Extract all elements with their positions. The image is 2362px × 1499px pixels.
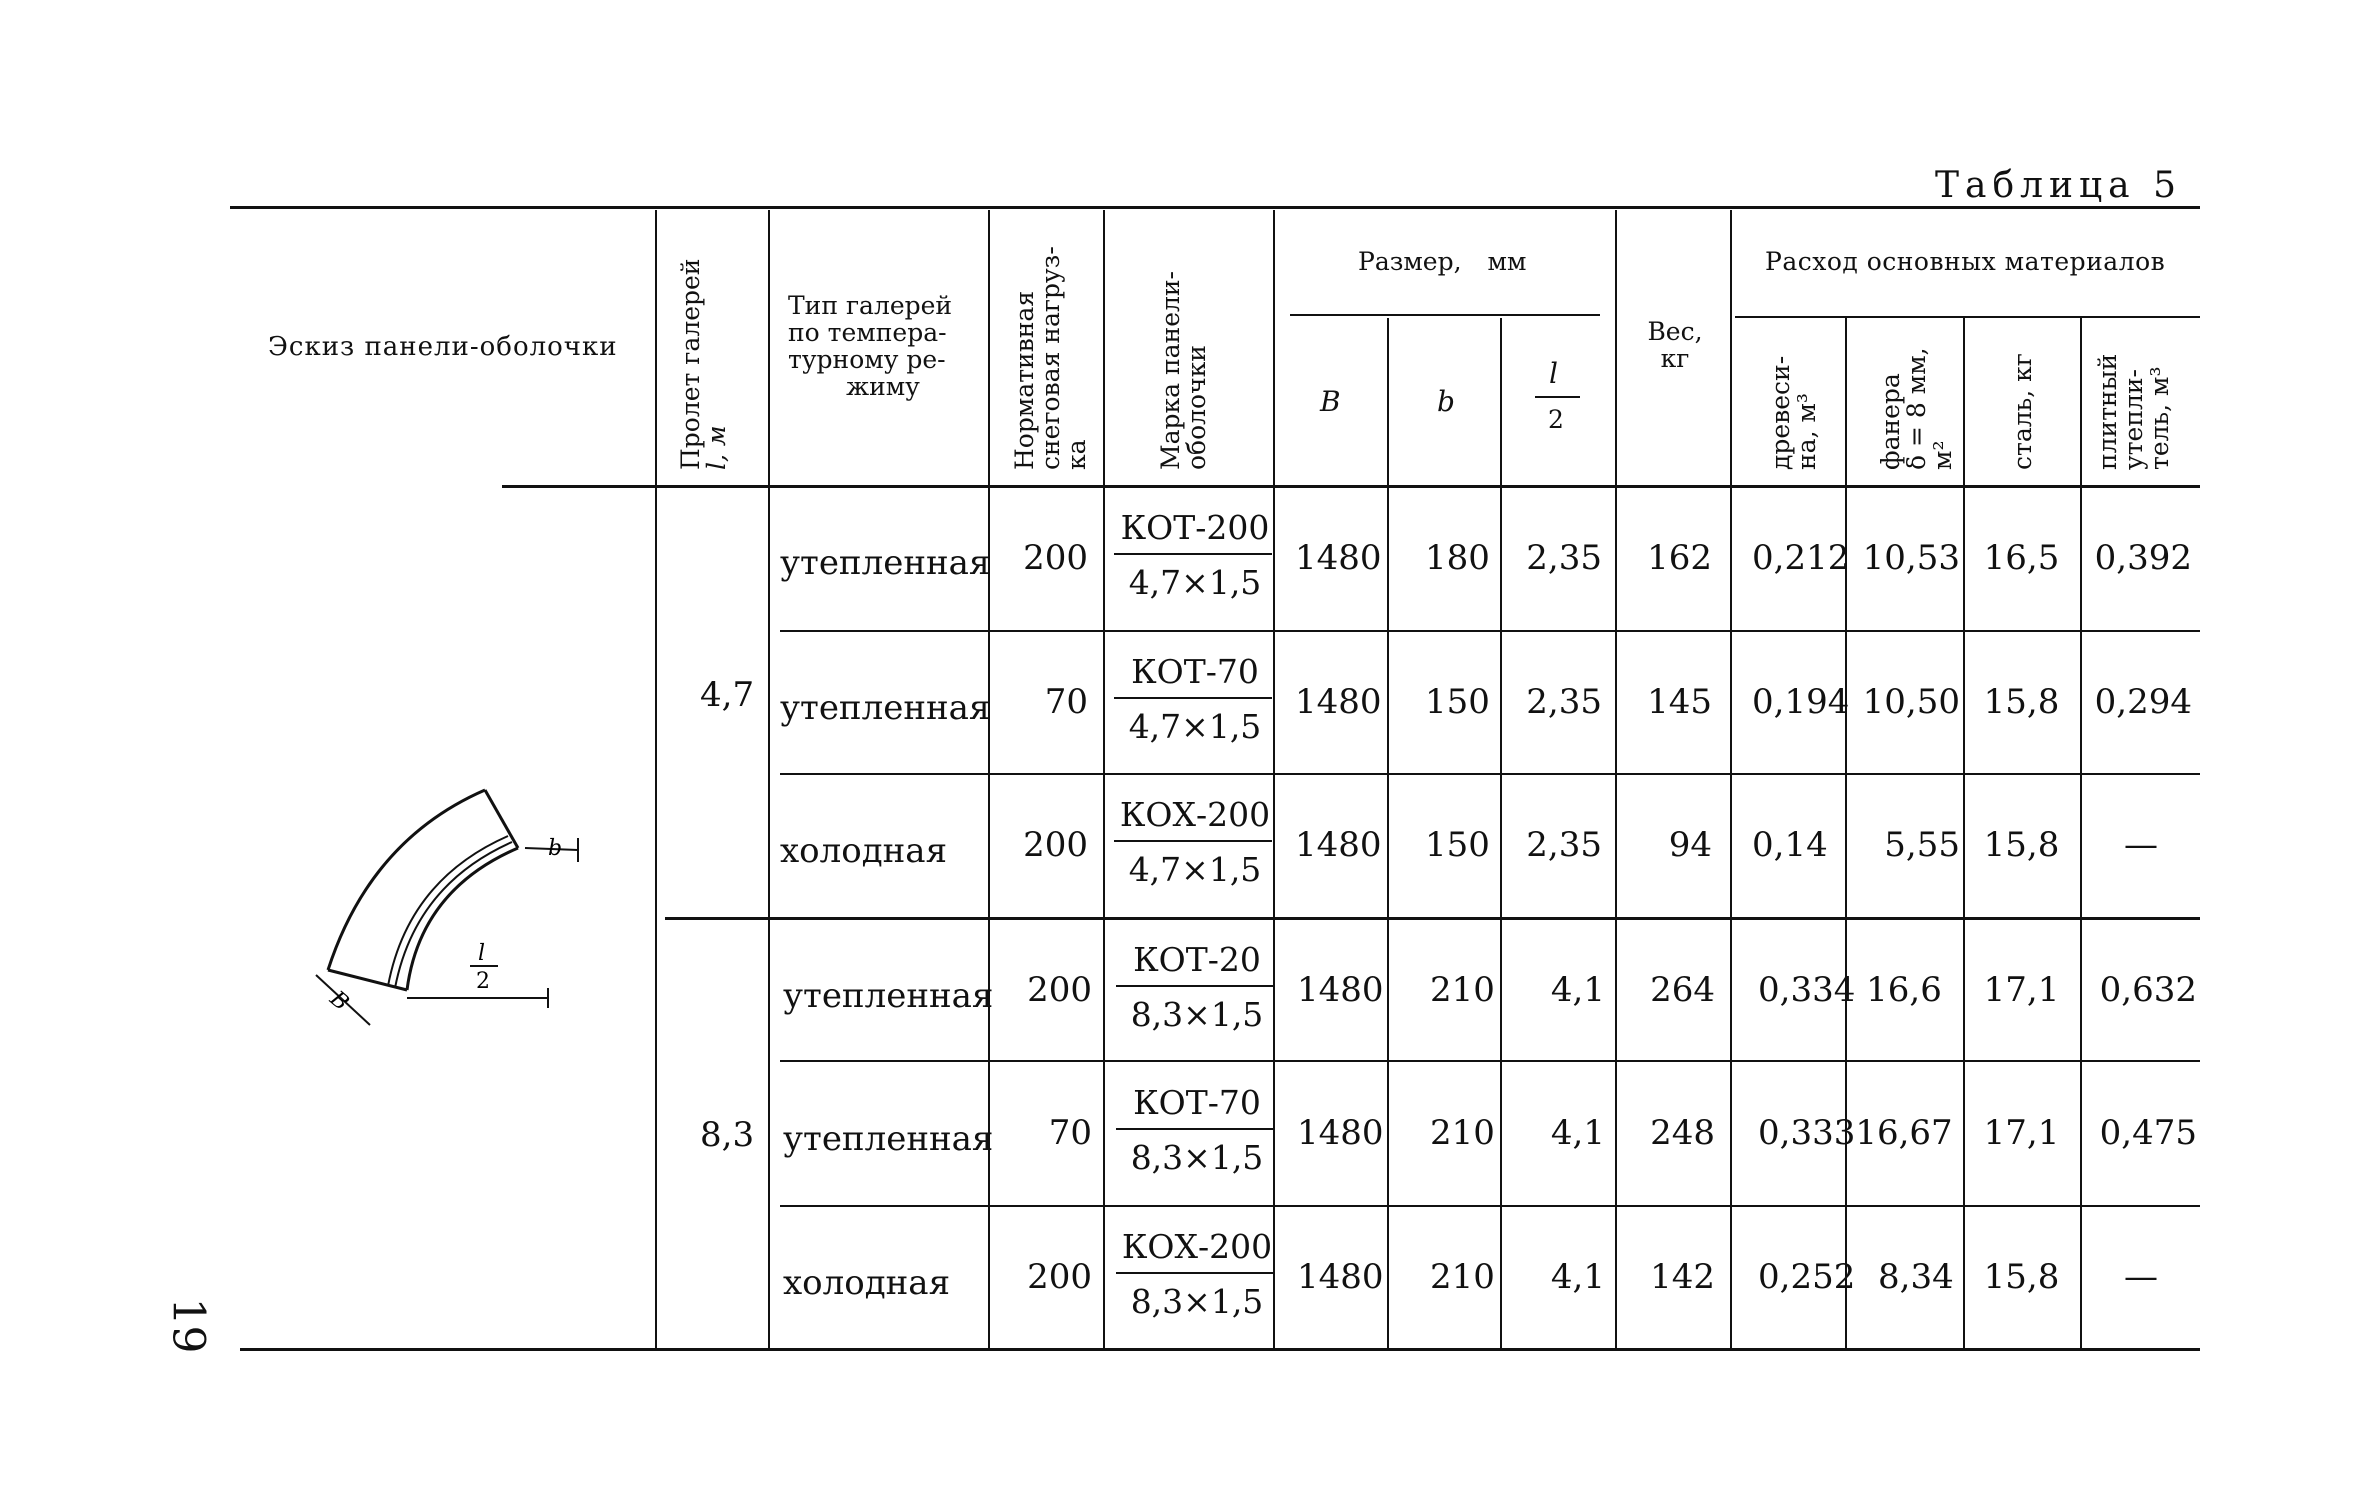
cell-plywood: 10,50 [1862, 682, 1960, 722]
panel-sketch [300, 780, 600, 1040]
row-divider [780, 1205, 2200, 1207]
cell-type: утепленная [780, 688, 991, 728]
cell-weight: 162 [1647, 538, 1712, 578]
header-size-l-den: 2 [1548, 405, 1564, 434]
column-line [1730, 210, 1732, 1348]
cell-B: 1480 [1295, 682, 1382, 722]
column-line [1500, 318, 1502, 1348]
cell-B: 1480 [1295, 538, 1382, 578]
cell-steel: 17,1 [1983, 970, 2060, 1010]
size-group-rule [1290, 314, 1600, 316]
cell-mark-line [1116, 1272, 1274, 1274]
cell-type: утепленная [783, 1119, 994, 1159]
cell-weight: 264 [1650, 970, 1715, 1010]
cell-mark-line [1114, 840, 1272, 842]
cell-mark-top: КОТ-20 [1133, 940, 1261, 979]
cell-b: 150 [1425, 682, 1490, 722]
header-span: Пролет галерей l, м [676, 258, 731, 470]
column-line [1615, 210, 1617, 1348]
cell-load: 200 [1027, 1257, 1092, 1297]
panel-outer-arc [328, 790, 485, 970]
header-plywood: фанера δ = 8 мм, м² [1876, 347, 1957, 470]
column-line [988, 210, 990, 1348]
cell-insulation: 0,294 [2094, 682, 2192, 722]
span-value: 8,3 [700, 1115, 755, 1155]
column-line [655, 210, 657, 1348]
cell-l2: 2,35 [1526, 538, 1602, 578]
cell-mark-line [1114, 553, 1272, 555]
cell-load: 200 [1027, 970, 1092, 1010]
cell-wood: 0,252 [1758, 1257, 1856, 1297]
cell-mark-top: КОТ-70 [1131, 652, 1259, 691]
cell-plywood: 10,53 [1862, 538, 1960, 578]
header-snow-load: Нормативная снеговая нагруз- ка [1010, 246, 1091, 470]
cell-B: 1480 [1297, 970, 1384, 1010]
cell-steel: 15,8 [1983, 1257, 2060, 1297]
cell-weight: 145 [1647, 682, 1712, 722]
table-title: Таблица 5 [1935, 165, 2182, 206]
cell-mark-line [1116, 985, 1274, 987]
cell-mark-bottom: 8,3×1,5 [1130, 995, 1264, 1034]
cell-mark-line [1114, 697, 1272, 699]
page-number: 19 [162, 1297, 214, 1354]
header-gallery-type: Тип галерей по темпера- турному ре- жиму [788, 291, 953, 401]
cell-insulation: 0,632 [2099, 970, 2197, 1010]
header-panel-mark: Марка панели- оболочки [1156, 271, 1211, 470]
cell-type: холодная [783, 1263, 951, 1303]
cell-plywood: 8,34 [1878, 1257, 1954, 1297]
cell-type: утепленная [783, 976, 994, 1016]
cell-l2: 4,1 [1550, 1113, 1605, 1153]
cell-load: 70 [1044, 682, 1088, 722]
table-bottom-rule [240, 1348, 2200, 1351]
cell-b: 150 [1425, 825, 1490, 865]
header-sketch: Эскиз панели-оболочки [268, 332, 618, 362]
row-divider [780, 1060, 2200, 1062]
row-divider [780, 630, 2200, 632]
cell-weight: 142 [1650, 1257, 1715, 1297]
cell-l2: 4,1 [1550, 970, 1605, 1010]
cell-steel: 15,8 [1983, 682, 2060, 722]
cell-wood: 0,14 [1752, 825, 1828, 865]
cell-load: 70 [1048, 1113, 1092, 1153]
cell-l2: 2,35 [1526, 682, 1602, 722]
cell-mark-top: КОХ-200 [1119, 795, 1271, 834]
cell-plywood: 16,67 [1855, 1113, 1953, 1153]
panel-inner-arc [407, 848, 518, 990]
sketch-label-B: B [324, 986, 354, 1016]
span-value: 4,7 [700, 675, 755, 715]
sketch-label-l-den: 2 [476, 969, 490, 994]
cell-mark-bottom: 8,3×1,5 [1130, 1138, 1264, 1177]
cell-B: 1480 [1297, 1257, 1384, 1297]
column-line [1387, 318, 1389, 1348]
cell-steel: 17,1 [1983, 1113, 2060, 1153]
column-line [1273, 210, 1275, 1348]
header-bottom-rule [502, 485, 2200, 488]
sketch-label-l-num: l [478, 941, 486, 966]
cell-wood: 0,333 [1758, 1113, 1856, 1153]
cell-steel: 15,8 [1983, 825, 2060, 865]
cell-insulation: — [2124, 825, 2158, 865]
cell-weight: 94 [1668, 825, 1712, 865]
header-weight: Вес, кг [1647, 317, 1703, 373]
row-divider [780, 773, 2200, 775]
cell-mark-top: КОХ-200 [1121, 1227, 1273, 1266]
cell-load: 200 [1023, 825, 1088, 865]
cell-mark-bottom: 8,3×1,5 [1130, 1282, 1264, 1321]
cell-wood: 0,334 [1758, 970, 1856, 1010]
cell-mark-top: КОТ-200 [1120, 508, 1270, 547]
cell-mark-bottom: 4,7×1,5 [1128, 707, 1262, 746]
column-line [1103, 210, 1105, 1348]
header-size-b: b [1437, 385, 1455, 418]
cell-b: 210 [1430, 1257, 1495, 1297]
cell-type: холодная [780, 831, 948, 871]
column-line [768, 210, 770, 1348]
cell-insulation: — [2124, 1257, 2158, 1297]
header-steel: сталь, кг [2008, 353, 2037, 470]
cell-type: утепленная [780, 543, 991, 583]
cell-plywood: 16,6 [1866, 970, 1942, 1010]
cell-l2: 4,1 [1550, 1257, 1605, 1297]
cell-wood: 0,212 [1752, 538, 1850, 578]
cell-insulation: 0,392 [2094, 538, 2192, 578]
sketch-label-b: b [548, 836, 563, 861]
cell-plywood: 5,55 [1884, 825, 1960, 865]
cell-b: 210 [1430, 1113, 1495, 1153]
cell-b: 210 [1430, 970, 1495, 1010]
panel-mid-arc-2 [388, 836, 508, 986]
cell-wood: 0,194 [1752, 682, 1850, 722]
header-size-l-fraction-line [1535, 396, 1580, 398]
cell-load: 200 [1023, 538, 1088, 578]
header-size-l-num: l [1549, 357, 1558, 390]
header-materials-group: Расход основных материалов [1765, 247, 2166, 276]
cell-mark-bottom: 4,7×1,5 [1128, 850, 1262, 889]
cell-B: 1480 [1297, 1113, 1384, 1153]
cell-l2: 2,35 [1526, 825, 1602, 865]
materials-group-rule [1735, 316, 2200, 318]
cell-weight: 248 [1650, 1113, 1715, 1153]
header-size-group: Размер, мм [1358, 247, 1527, 276]
group-divider [665, 917, 2200, 920]
cell-insulation: 0,475 [2099, 1113, 2197, 1153]
header-size-B: B [1320, 385, 1341, 418]
cell-mark-bottom: 4,7×1,5 [1128, 563, 1262, 602]
cell-mark-line [1116, 1128, 1274, 1130]
header-wood: древеси- на, м³ [1766, 355, 1821, 470]
cell-steel: 16,5 [1983, 538, 2060, 578]
column-line [1845, 318, 1847, 1348]
table-top-rule [230, 206, 2200, 209]
cell-B: 1480 [1295, 825, 1382, 865]
cell-mark-top: КОТ-70 [1133, 1083, 1261, 1122]
header-insulation: плитный утепли- тель, м³ [2093, 353, 2174, 470]
cell-b: 180 [1425, 538, 1490, 578]
